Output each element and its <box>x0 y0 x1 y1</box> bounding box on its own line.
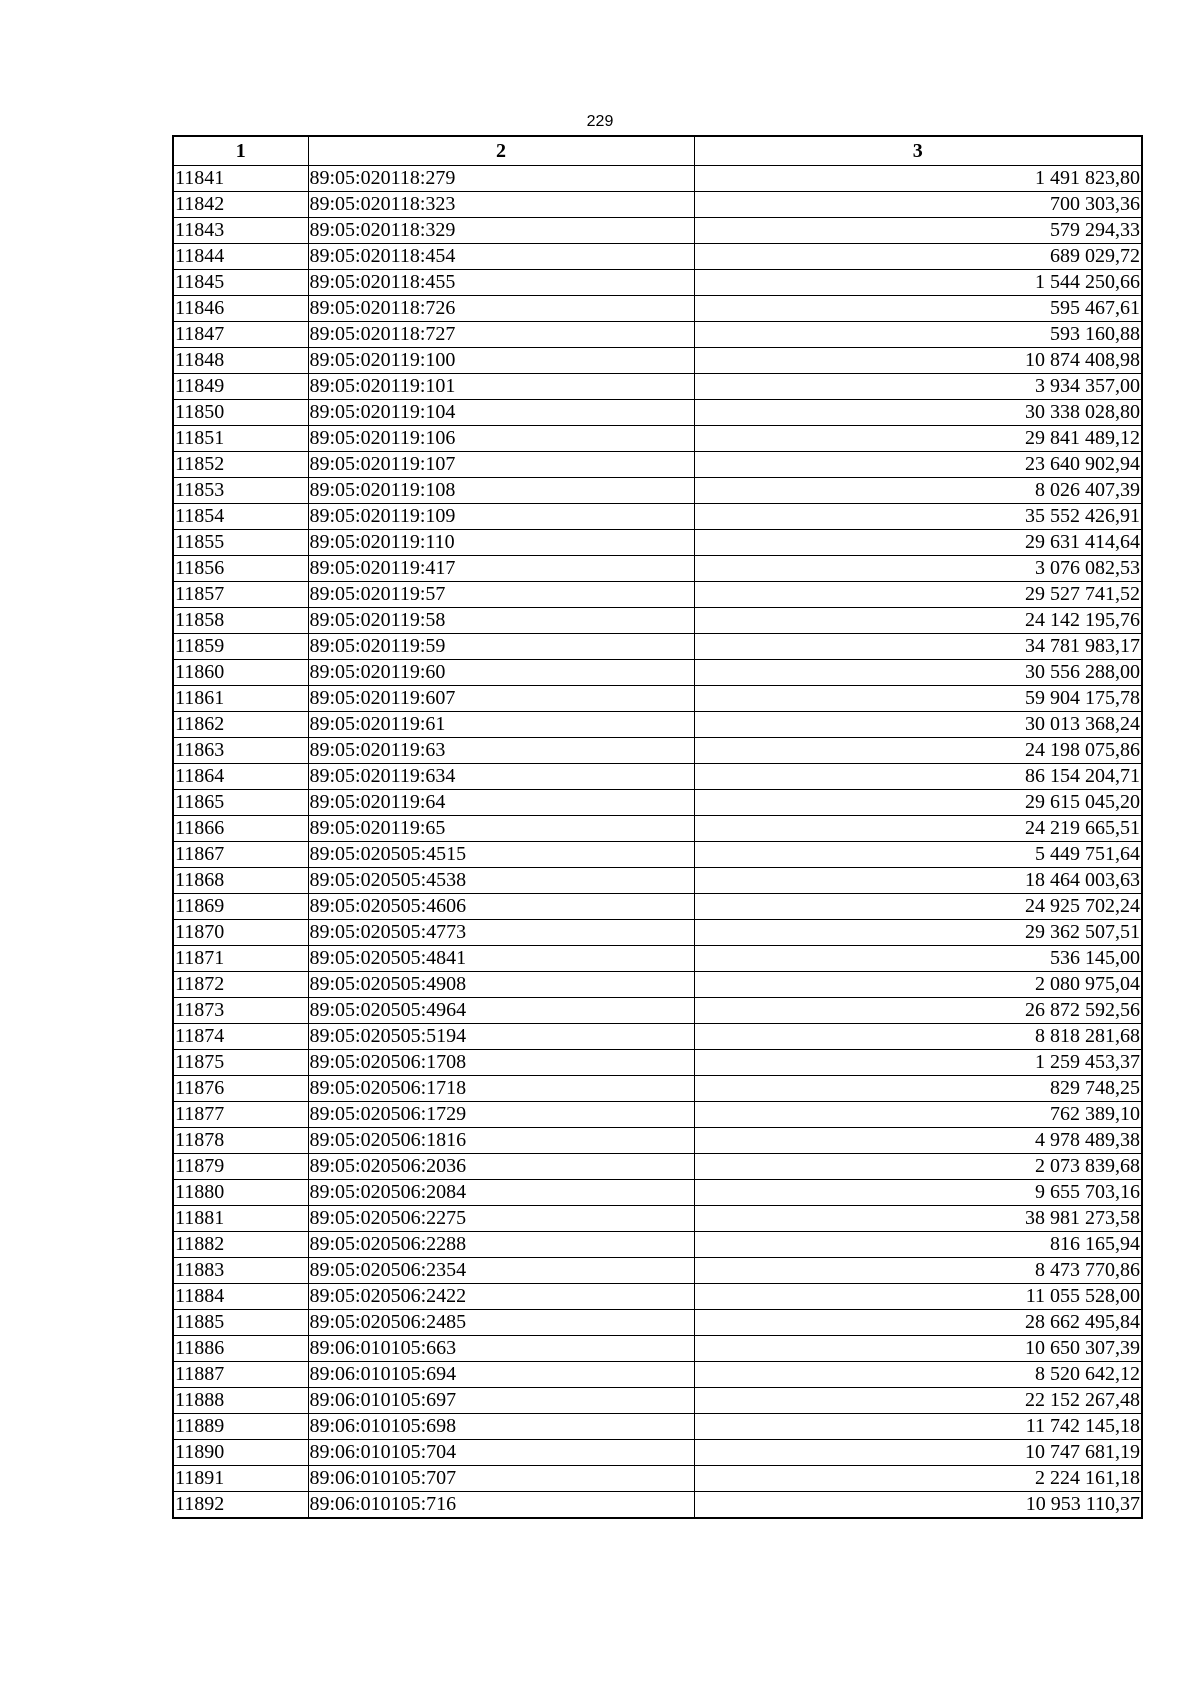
row-number-cell: 11858 <box>173 608 308 634</box>
table-row <box>173 1492 1142 1519</box>
table-body <box>173 166 1142 1519</box>
row-number-cell: 11850 <box>173 400 308 426</box>
value-cell: 762 389,10 <box>694 1102 1142 1128</box>
value-cell: 593 160,88 <box>694 322 1142 348</box>
cadastral-number-cell: 89:05:020506:1718 <box>308 1076 694 1102</box>
cadastral-number-cell: 89:05:020506:1816 <box>308 1128 694 1154</box>
table-row <box>173 1336 1142 1362</box>
value-cell: 8 520 642,12 <box>694 1362 1142 1388</box>
cadastral-number-cell: 89:05:020119:59 <box>308 634 694 660</box>
row-number-cell: 11886 <box>173 1336 308 1362</box>
row-number-cell: 11852 <box>173 452 308 478</box>
row-number-cell: 11849 <box>173 374 308 400</box>
value-cell: 30 013 368,24 <box>694 712 1142 738</box>
value-cell: 829 748,25 <box>694 1076 1142 1102</box>
value-cell: 700 303,36 <box>694 192 1142 218</box>
row-number-cell: 11853 <box>173 478 308 504</box>
table-row <box>173 1024 1142 1050</box>
cadastral-number-cell: 89:06:010105:663 <box>308 1336 694 1362</box>
value-cell: 1 491 823,80 <box>694 166 1142 192</box>
row-number-cell: 11877 <box>173 1102 308 1128</box>
table-row <box>173 1310 1142 1336</box>
value-cell: 11 055 528,00 <box>694 1284 1142 1310</box>
row-number-cell: 11868 <box>173 868 308 894</box>
row-number-cell: 11855 <box>173 530 308 556</box>
value-cell: 8 026 407,39 <box>694 478 1142 504</box>
table-row <box>173 1284 1142 1310</box>
cadastral-number-cell: 89:05:020119:65 <box>308 816 694 842</box>
value-cell: 26 872 592,56 <box>694 998 1142 1024</box>
cadastral-number-cell: 89:05:020118:323 <box>308 192 694 218</box>
cadastral-number-cell: 89:05:020119:104 <box>308 400 694 426</box>
header-row <box>173 136 1142 166</box>
table-row <box>173 530 1142 556</box>
table-row <box>173 1388 1142 1414</box>
table-row <box>173 920 1142 946</box>
value-cell: 24 925 702,24 <box>694 894 1142 920</box>
row-number-cell: 11882 <box>173 1232 308 1258</box>
row-number-cell: 11885 <box>173 1310 308 1336</box>
row-number-cell: 11863 <box>173 738 308 764</box>
cadastral-number-cell: 89:05:020119:607 <box>308 686 694 712</box>
value-cell: 10 650 307,39 <box>694 1336 1142 1362</box>
row-number-cell: 11883 <box>173 1258 308 1284</box>
row-number-cell: 11890 <box>173 1440 308 1466</box>
cadastral-number-cell: 89:05:020119:60 <box>308 660 694 686</box>
table-row <box>173 1102 1142 1128</box>
table-row <box>173 582 1142 608</box>
table-row <box>173 608 1142 634</box>
row-number-cell: 11889 <box>173 1414 308 1440</box>
cadastral-number-cell: 89:05:020119:58 <box>308 608 694 634</box>
row-number-cell: 11844 <box>173 244 308 270</box>
row-number-cell: 11843 <box>173 218 308 244</box>
table-row <box>173 816 1142 842</box>
row-number-cell: 11873 <box>173 998 308 1024</box>
value-cell: 5 449 751,64 <box>694 842 1142 868</box>
cadastral-number-cell: 89:06:010105:698 <box>308 1414 694 1440</box>
row-number-cell: 11888 <box>173 1388 308 1414</box>
row-number-cell: 11878 <box>173 1128 308 1154</box>
value-cell: 30 556 288,00 <box>694 660 1142 686</box>
table-row <box>173 452 1142 478</box>
data-table <box>172 135 1143 1519</box>
row-number-cell: 11874 <box>173 1024 308 1050</box>
table-row <box>173 660 1142 686</box>
table-row <box>173 478 1142 504</box>
table-row <box>173 296 1142 322</box>
table-row <box>173 1076 1142 1102</box>
value-cell: 23 640 902,94 <box>694 452 1142 478</box>
cadastral-number-cell: 89:05:020505:4908 <box>308 972 694 998</box>
table-row <box>173 1232 1142 1258</box>
value-cell: 4 978 489,38 <box>694 1128 1142 1154</box>
row-number-cell: 11876 <box>173 1076 308 1102</box>
value-cell: 2 073 839,68 <box>694 1154 1142 1180</box>
table-row <box>173 504 1142 530</box>
row-number-cell: 11851 <box>173 426 308 452</box>
page-number: 229 <box>586 113 614 130</box>
value-cell: 3 076 082,53 <box>694 556 1142 582</box>
table-row <box>173 738 1142 764</box>
cadastral-number-cell: 89:06:010105:707 <box>308 1466 694 1492</box>
table-row <box>173 400 1142 426</box>
value-cell: 22 152 267,48 <box>694 1388 1142 1414</box>
cadastral-number-cell: 89:05:020118:454 <box>308 244 694 270</box>
row-number-cell: 11884 <box>173 1284 308 1310</box>
table-row <box>173 270 1142 296</box>
table-row <box>173 998 1142 1024</box>
cadastral-number-cell: 89:05:020119:109 <box>308 504 694 530</box>
value-cell: 28 662 495,84 <box>694 1310 1142 1336</box>
cadastral-number-cell: 89:05:020505:4773 <box>308 920 694 946</box>
row-number-cell: 11848 <box>173 348 308 374</box>
table-row <box>173 218 1142 244</box>
value-cell: 59 904 175,78 <box>694 686 1142 712</box>
cadastral-number-cell: 89:05:020118:726 <box>308 296 694 322</box>
cadastral-number-cell: 89:05:020506:2288 <box>308 1232 694 1258</box>
value-cell: 24 142 195,76 <box>694 608 1142 634</box>
value-cell: 10 953 110,37 <box>694 1492 1142 1519</box>
row-number-cell: 11875 <box>173 1050 308 1076</box>
row-number-cell: 11892 <box>173 1492 308 1519</box>
cadastral-number-cell: 89:05:020506:2275 <box>308 1206 694 1232</box>
row-number-cell: 11879 <box>173 1154 308 1180</box>
table-row <box>173 556 1142 582</box>
cadastral-number-cell: 89:05:020506:2485 <box>308 1310 694 1336</box>
cadastral-number-cell: 89:05:020119:107 <box>308 452 694 478</box>
row-number-cell: 11860 <box>173 660 308 686</box>
row-number-cell: 11861 <box>173 686 308 712</box>
cadastral-number-cell: 89:05:020506:1729 <box>308 1102 694 1128</box>
row-number-cell: 11870 <box>173 920 308 946</box>
value-cell: 29 615 045,20 <box>694 790 1142 816</box>
value-cell: 579 294,33 <box>694 218 1142 244</box>
table-row <box>173 868 1142 894</box>
value-cell: 38 981 273,58 <box>694 1206 1142 1232</box>
cadastral-number-cell: 89:05:020119:57 <box>308 582 694 608</box>
table-row <box>173 322 1142 348</box>
value-cell: 10 874 408,98 <box>694 348 1142 374</box>
row-number-cell: 11862 <box>173 712 308 738</box>
table-row <box>173 946 1142 972</box>
value-cell: 86 154 204,71 <box>694 764 1142 790</box>
cadastral-number-cell: 89:05:020506:2354 <box>308 1258 694 1284</box>
value-cell: 24 219 665,51 <box>694 816 1142 842</box>
row-number-cell: 11891 <box>173 1466 308 1492</box>
row-number-cell: 11880 <box>173 1180 308 1206</box>
value-cell: 29 631 414,64 <box>694 530 1142 556</box>
value-cell: 34 781 983,17 <box>694 634 1142 660</box>
value-cell: 2 224 161,18 <box>694 1466 1142 1492</box>
row-number-cell: 11845 <box>173 270 308 296</box>
cadastral-number-cell: 89:06:010105:716 <box>308 1492 694 1519</box>
table-row <box>173 1414 1142 1440</box>
value-cell: 18 464 003,63 <box>694 868 1142 894</box>
cadastral-number-cell: 89:05:020505:4538 <box>308 868 694 894</box>
cadastral-number-cell: 89:05:020118:455 <box>308 270 694 296</box>
value-cell: 536 145,00 <box>694 946 1142 972</box>
row-number-cell: 11887 <box>173 1362 308 1388</box>
value-cell: 30 338 028,80 <box>694 400 1142 426</box>
table-row <box>173 842 1142 868</box>
table-row <box>173 634 1142 660</box>
value-cell: 3 934 357,00 <box>694 374 1142 400</box>
cadastral-number-cell: 89:05:020118:727 <box>308 322 694 348</box>
value-cell: 9 655 703,16 <box>694 1180 1142 1206</box>
value-cell: 8 818 281,68 <box>694 1024 1142 1050</box>
row-number-cell: 11854 <box>173 504 308 530</box>
row-number-cell: 11865 <box>173 790 308 816</box>
table-row <box>173 348 1142 374</box>
cadastral-number-cell: 89:05:020506:2084 <box>308 1180 694 1206</box>
value-cell: 2 080 975,04 <box>694 972 1142 998</box>
table-row <box>173 374 1142 400</box>
table-row <box>173 1154 1142 1180</box>
row-number-cell: 11856 <box>173 556 308 582</box>
table-row <box>173 894 1142 920</box>
cadastral-number-cell: 89:06:010105:694 <box>308 1362 694 1388</box>
table-row <box>173 764 1142 790</box>
table-row <box>173 686 1142 712</box>
row-number-cell: 11847 <box>173 322 308 348</box>
cadastral-number-cell: 89:05:020119:61 <box>308 712 694 738</box>
header-cell-2: 2 <box>308 136 694 166</box>
cadastral-number-cell: 89:05:020119:100 <box>308 348 694 374</box>
row-number-cell: 11864 <box>173 764 308 790</box>
cadastral-number-cell: 89:05:020505:4515 <box>308 842 694 868</box>
cadastral-number-cell: 89:05:020119:101 <box>308 374 694 400</box>
value-cell: 11 742 145,18 <box>694 1414 1142 1440</box>
row-number-cell: 11866 <box>173 816 308 842</box>
cadastral-number-cell: 89:05:020506:2036 <box>308 1154 694 1180</box>
row-number-cell: 11859 <box>173 634 308 660</box>
table-row <box>173 1362 1142 1388</box>
value-cell: 8 473 770,86 <box>694 1258 1142 1284</box>
table-row <box>173 166 1142 192</box>
row-number-cell: 11869 <box>173 894 308 920</box>
table-row <box>173 1050 1142 1076</box>
table-row <box>173 426 1142 452</box>
row-number-cell: 11867 <box>173 842 308 868</box>
value-cell: 1 259 453,37 <box>694 1050 1142 1076</box>
value-cell: 1 544 250,66 <box>694 270 1142 296</box>
table-row <box>173 1206 1142 1232</box>
cadastral-number-cell: 89:05:020118:279 <box>308 166 694 192</box>
cadastral-number-cell: 89:05:020119:110 <box>308 530 694 556</box>
row-number-cell: 11871 <box>173 946 308 972</box>
value-cell: 689 029,72 <box>694 244 1142 270</box>
cadastral-number-cell: 89:05:020119:106 <box>308 426 694 452</box>
table-row <box>173 712 1142 738</box>
cadastral-number-cell: 89:05:020506:1708 <box>308 1050 694 1076</box>
table-row <box>173 1128 1142 1154</box>
cadastral-number-cell: 89:05:020505:5194 <box>308 1024 694 1050</box>
header-cell-3: 3 <box>694 136 1142 166</box>
row-number-cell: 11872 <box>173 972 308 998</box>
value-cell: 595 467,61 <box>694 296 1142 322</box>
value-cell: 10 747 681,19 <box>694 1440 1142 1466</box>
row-number-cell: 11881 <box>173 1206 308 1232</box>
value-cell: 29 362 507,51 <box>694 920 1142 946</box>
table-row <box>173 1258 1142 1284</box>
value-cell: 35 552 426,91 <box>694 504 1142 530</box>
cadastral-number-cell: 89:05:020119:64 <box>308 790 694 816</box>
row-number-cell: 11846 <box>173 296 308 322</box>
cadastral-number-cell: 89:05:020505:4606 <box>308 894 694 920</box>
value-cell: 29 527 741,52 <box>694 582 1142 608</box>
cadastral-number-cell: 89:06:010105:697 <box>308 1388 694 1414</box>
cadastral-number-cell: 89:05:020118:329 <box>308 218 694 244</box>
cadastral-number-cell: 89:05:020119:108 <box>308 478 694 504</box>
cadastral-number-cell: 89:05:020119:417 <box>308 556 694 582</box>
table-header <box>173 136 1142 166</box>
table-row <box>173 790 1142 816</box>
row-number-cell: 11842 <box>173 192 308 218</box>
table-row <box>173 1466 1142 1492</box>
value-cell: 816 165,94 <box>694 1232 1142 1258</box>
row-number-cell: 11857 <box>173 582 308 608</box>
value-cell: 24 198 075,86 <box>694 738 1142 764</box>
table-row <box>173 1180 1142 1206</box>
table-row <box>173 1440 1142 1466</box>
cadastral-number-cell: 89:05:020505:4841 <box>308 946 694 972</box>
row-number-cell: 11841 <box>173 166 308 192</box>
cadastral-number-cell: 89:06:010105:704 <box>308 1440 694 1466</box>
cadastral-number-cell: 89:05:020119:63 <box>308 738 694 764</box>
table-row <box>173 192 1142 218</box>
cadastral-number-cell: 89:05:020506:2422 <box>308 1284 694 1310</box>
table-row <box>173 972 1142 998</box>
cadastral-number-cell: 89:05:020505:4964 <box>308 998 694 1024</box>
value-cell: 29 841 489,12 <box>694 426 1142 452</box>
table-row <box>173 244 1142 270</box>
cadastral-number-cell: 89:05:020119:634 <box>308 764 694 790</box>
header-cell-1: 1 <box>173 136 308 166</box>
